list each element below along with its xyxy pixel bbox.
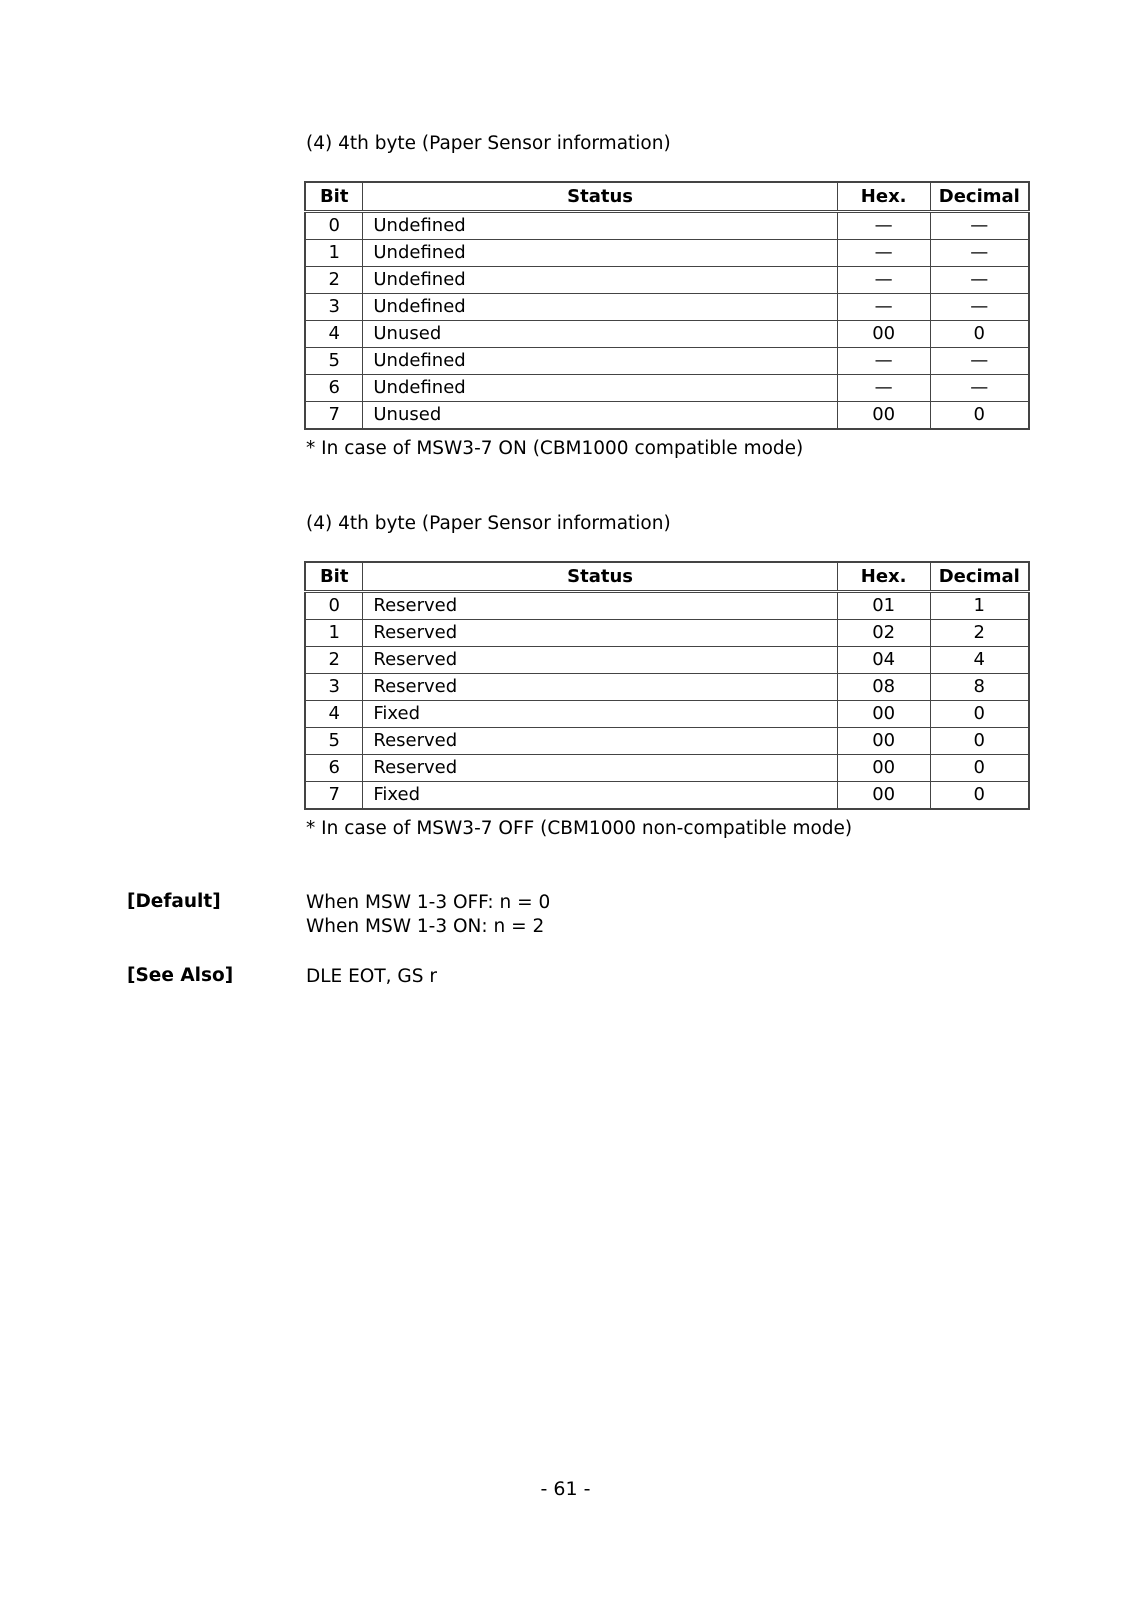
cell-bit: 2 [305,267,363,294]
table-row [305,294,1029,321]
cell-decimal: 0 [930,755,1029,782]
cell-decimal: — [930,348,1029,375]
cell-hex: 04 [837,647,930,674]
table-row [305,592,1029,620]
table-header-row [305,182,1029,212]
cell-hex: 02 [837,620,930,647]
cell-bit: 2 [305,647,363,674]
cell-status: Reserved [363,592,837,620]
cell-decimal: 2 [930,620,1029,647]
see-also-label: [See Also] [127,965,234,986]
cell-decimal: — [930,294,1029,321]
cell-hex: 00 [837,728,930,755]
cell-status: Undefined [363,294,837,321]
cell-status: Undefined [363,348,837,375]
header-decimal: Decimal [930,182,1029,212]
table-row [305,267,1029,294]
cell-bit: 3 [305,674,363,701]
cell-hex: — [837,212,930,240]
header-status: Status [363,562,837,592]
table-row [305,755,1029,782]
cell-status: Undefined [363,240,837,267]
table-row [305,240,1029,267]
cell-decimal: — [930,212,1029,240]
table-row [305,402,1029,430]
cell-bit: 1 [305,240,363,267]
cell-bit: 0 [305,592,363,620]
cell-status: Undefined [363,375,837,402]
page-number: - 61 - [540,1478,591,1500]
cell-bit: 4 [305,321,363,348]
cell-decimal: 0 [930,782,1029,810]
default-values [306,891,550,939]
table-row [305,375,1029,402]
cell-hex: — [837,240,930,267]
cell-decimal: 0 [930,701,1029,728]
cell-hex: — [837,294,930,321]
table-1-caption: (4) 4th byte (Paper Sensor information) [306,133,671,154]
header-bit: Bit [305,562,363,592]
cell-status: Reserved [363,755,837,782]
cell-hex: 00 [837,755,930,782]
table-row [305,674,1029,701]
status-table-2 [304,561,1030,810]
status-table-1 [304,181,1030,430]
cell-status: Unused [363,321,837,348]
header-bit: Bit [305,182,363,212]
cell-hex: 08 [837,674,930,701]
cell-hex: 00 [837,701,930,728]
cell-decimal: — [930,240,1029,267]
cell-hex: — [837,348,930,375]
cell-decimal: 4 [930,647,1029,674]
table-row [305,782,1029,810]
cell-bit: 5 [305,728,363,755]
cell-bit: 1 [305,620,363,647]
see-also-value: DLE EOT, GS r [306,966,437,987]
cell-hex: — [837,267,930,294]
table-2-note: * In case of MSW3-7 OFF (CBM1000 non-compatible mode) [306,818,853,839]
cell-decimal: — [930,375,1029,402]
cell-bit: 7 [305,402,363,430]
cell-bit: 5 [305,348,363,375]
table-row [305,212,1029,240]
cell-decimal: 1 [930,592,1029,620]
cell-decimal: 0 [930,728,1029,755]
cell-bit: 0 [305,212,363,240]
table-row [305,620,1029,647]
cell-bit: 6 [305,755,363,782]
cell-status: Fixed [363,701,837,728]
cell-status: Fixed [363,782,837,810]
default-line: When MSW 1-3 ON: n = 2 [306,916,545,937]
header-hex: Hex. [837,182,930,212]
cell-hex: — [837,375,930,402]
table-2-caption: (4) 4th byte (Paper Sensor information) [306,513,671,534]
cell-hex: 00 [837,782,930,810]
cell-decimal: — [930,267,1029,294]
header-status: Status [363,182,837,212]
cell-bit: 3 [305,294,363,321]
header-decimal: Decimal [930,562,1029,592]
default-label: [Default] [127,891,221,912]
cell-hex: 00 [837,321,930,348]
cell-status: Undefined [363,212,837,240]
table-row [305,321,1029,348]
cell-decimal: 8 [930,674,1029,701]
cell-status: Reserved [363,620,837,647]
cell-status: Reserved [363,674,837,701]
header-hex: Hex. [837,562,930,592]
table-header-row [305,562,1029,592]
cell-status: Unused [363,402,837,430]
cell-bit: 6 [305,375,363,402]
cell-bit: 7 [305,782,363,810]
table-1-note: * In case of MSW3-7 ON (CBM1000 compatible mode) [306,438,804,459]
table-row [305,701,1029,728]
cell-hex: 00 [837,402,930,430]
table-row [305,348,1029,375]
cell-hex: 01 [837,592,930,620]
cell-status: Undefined [363,267,837,294]
table-row [305,728,1029,755]
cell-decimal: 0 [930,402,1029,430]
cell-status: Reserved [363,728,837,755]
cell-status: Reserved [363,647,837,674]
default-line: When MSW 1-3 OFF: n = 0 [306,892,551,913]
cell-decimal: 0 [930,321,1029,348]
table-row [305,647,1029,674]
cell-bit: 4 [305,701,363,728]
